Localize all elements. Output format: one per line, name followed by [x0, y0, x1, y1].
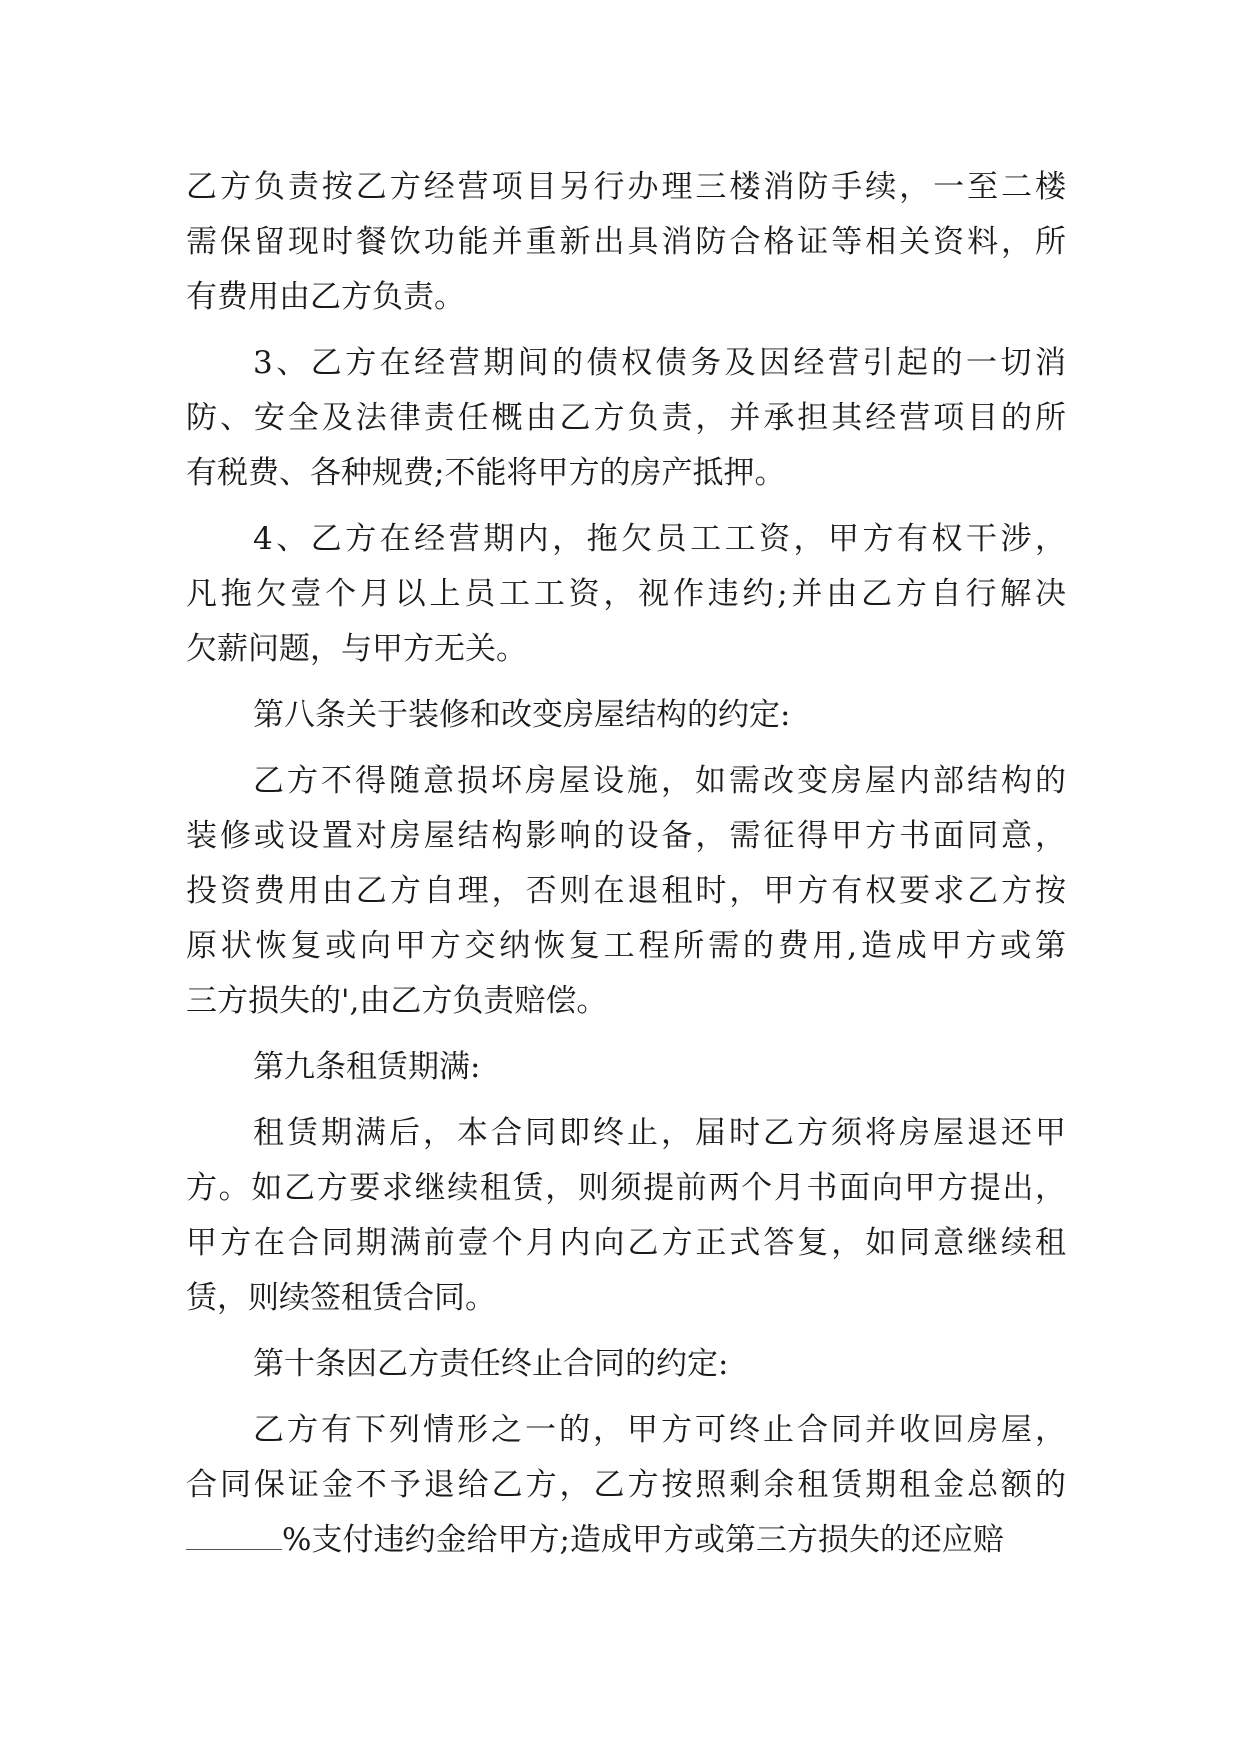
text-line: 有税费、各种规费;不能将甲方的房产抵押。 — [186, 455, 786, 491]
text-line: 三方损失的',由乙方负责赔偿。 — [186, 983, 608, 1019]
text-line: 赁，则续签租赁合同。 — [186, 1280, 496, 1316]
text-line: 装修或设置对房屋结构影响的设备，需征得甲方书面同意， — [186, 818, 1066, 854]
text-line: 需保留现时餐饮功能并重新出具消防合格证等相关资料，所 — [186, 224, 1066, 260]
text-line: 乙方有下列情形之一的，甲方可终止合同并收回房屋， — [253, 1412, 1066, 1448]
text-line: 凡拖欠壹个月以上员工工资，视作违约;并由乙方自行解决 — [186, 576, 1066, 612]
text-line-with-blank — [186, 1520, 1066, 1560]
section-heading: 第八条关于装修和改变房屋结构的约定: — [253, 697, 791, 733]
text-line: 投资费用由乙方自理，否则在退租时，甲方有权要求乙方按 — [186, 873, 1066, 909]
section-heading: 第九条租赁期满: — [253, 1049, 481, 1085]
text-line: 原状恢复或向甲方交纳恢复工程所需的费用,造成甲方或第 — [186, 928, 1066, 964]
text-segment: %支付违约金给甲方;造成甲方或第三方损失的还应赔 — [282, 1522, 1004, 1558]
text-line: 3、乙方在经营期间的债权债务及因经营引起的一切消 — [253, 345, 1066, 381]
text-line: 乙方负责按乙方经营项目另行办理三楼消防手续，一至二楼 — [186, 169, 1066, 205]
text-line: 防、安全及法律责任概由乙方负责，并承担其经营项目的所 — [186, 400, 1066, 436]
text-line: 方。如乙方要求继续租赁，则须提前两个月书面向甲方提出， — [186, 1170, 1066, 1206]
text-line: 合同保证金不予退给乙方，乙方按照剩余租赁期租金总额的 — [186, 1467, 1066, 1503]
fill-in-blank — [186, 1523, 282, 1550]
text-line: 甲方在合同期满前壹个月内向乙方正式答复，如同意继续租 — [186, 1225, 1066, 1261]
text-line: 4、乙方在经营期内，拖欠员工工资，甲方有权干涉， — [253, 521, 1066, 557]
text-line: 乙方不得随意损坏房屋设施，如需改变房屋内部结构的 — [253, 763, 1066, 799]
section-heading: 第十条因乙方责任终止合同的约定: — [253, 1346, 729, 1382]
text-line: 欠薪问题，与甲方无关。 — [186, 631, 527, 667]
text-line: 租赁期满后，本合同即终止，届时乙方须将房屋退还甲 — [253, 1115, 1066, 1151]
text-line: 有费用由乙方负责。 — [186, 279, 465, 315]
